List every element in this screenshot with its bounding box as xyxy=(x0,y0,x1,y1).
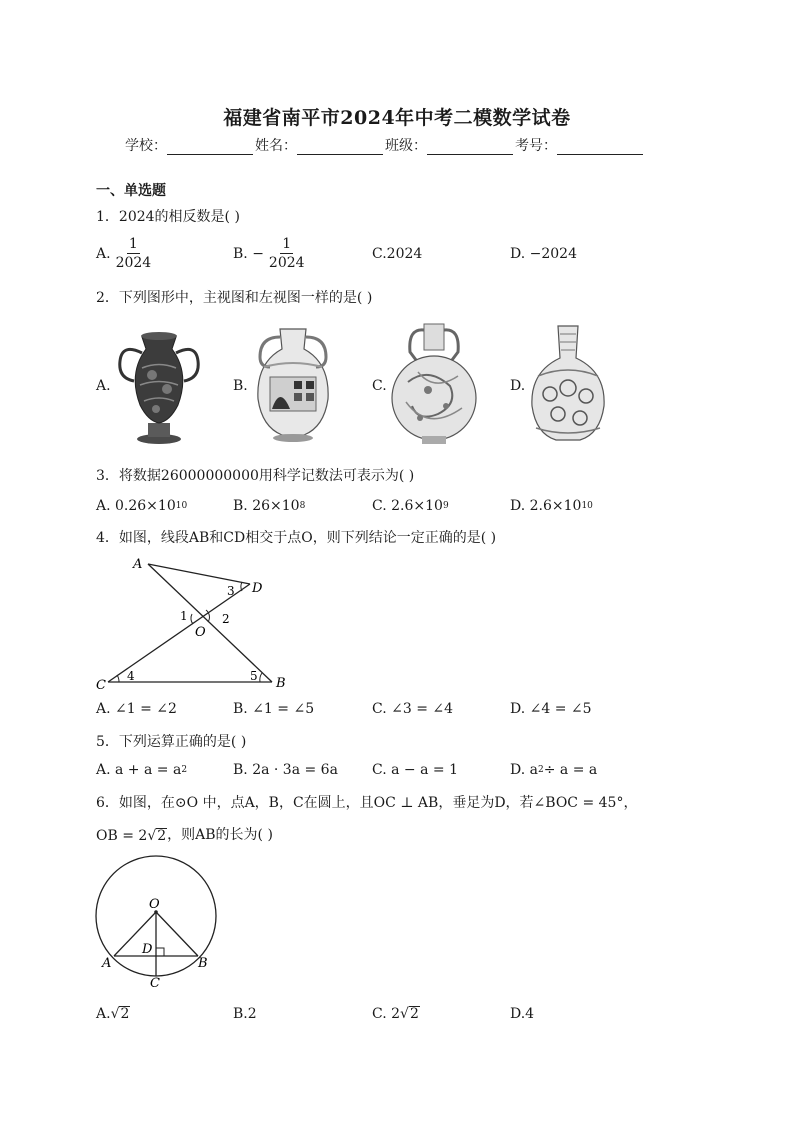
sqrt-icon: √ xyxy=(400,1006,409,1023)
q5-option-b[interactable]: B. 2a · 3a = 6a xyxy=(233,762,338,778)
q5-option-a[interactable]: A. a + a = a 2 xyxy=(96,762,188,778)
radicand: 2 xyxy=(120,1006,130,1022)
vase-a-image xyxy=(112,323,204,445)
angle-5-label: 5 xyxy=(250,669,258,683)
label-b: B xyxy=(198,956,208,971)
q6-figure xyxy=(92,852,222,992)
q1-option-b-fraction xyxy=(267,236,307,271)
q5-d-rest: ÷ a = a xyxy=(543,762,598,778)
q3-option-b[interactable]: B. 26×10 8 xyxy=(233,498,306,514)
q6-ob-sqrt xyxy=(147,828,167,844)
segment-dc xyxy=(108,584,250,682)
q3-c-base: C. 2.6×10 xyxy=(372,498,443,514)
label-d: D xyxy=(142,942,153,957)
q5-d-base: D. a xyxy=(510,762,538,778)
question-4-stem: 4．如图，线段AB和CD相交于点O，则下列结论一定正确的是( ) xyxy=(96,530,497,546)
q5-option-d[interactable]: D. a 2 ÷ a = a xyxy=(510,762,598,778)
q3-b-base: B. 26×10 xyxy=(233,498,300,514)
q5-a-expression: A. a + a = a xyxy=(96,762,182,778)
q2-option-c-label[interactable]: C. xyxy=(372,378,387,394)
vase-b-image xyxy=(250,323,336,445)
radicand: 2 xyxy=(409,1006,419,1022)
q6-option-d[interactable]: D.4 xyxy=(510,1006,535,1022)
label-o: O xyxy=(195,625,206,640)
q6-option-c[interactable] xyxy=(372,1006,420,1022)
q3-option-a[interactable]: A. 0.26×10 10 xyxy=(96,498,188,514)
label-d: D xyxy=(252,581,263,596)
name-field[interactable] xyxy=(297,139,383,155)
angle-3-label: 3 xyxy=(227,584,235,598)
vase-c-image xyxy=(388,322,480,446)
question-3-stem: 3．将数据26000000000用科学记数法可表示为( ) xyxy=(96,468,415,484)
q6-option-b[interactable]: B.2 xyxy=(233,1006,257,1022)
name-label: 姓名： xyxy=(255,138,297,154)
q4-option-b[interactable]: B. ∠1 = ∠5 xyxy=(233,701,315,717)
number-field[interactable] xyxy=(557,139,643,155)
q1-option-a-fraction xyxy=(114,236,154,271)
label-c: C xyxy=(96,678,106,692)
q5-option-c[interactable]: C. a − a = 1 xyxy=(372,762,458,778)
section-heading: 一、单选题 xyxy=(96,183,166,199)
q1-option-c[interactable]: C.2024 xyxy=(372,246,423,262)
q1-option-d[interactable]: D. −2024 xyxy=(510,246,577,262)
q2-option-d-label[interactable]: D. xyxy=(510,378,526,394)
segment-ad xyxy=(148,564,250,584)
label-b: B xyxy=(276,676,286,691)
fraction-numerator: 1 xyxy=(127,236,140,254)
q3-d-base: D. 2.6×10 xyxy=(510,498,582,514)
q4-option-a[interactable]: A. ∠1 = ∠2 xyxy=(96,701,177,717)
sqrt-icon: √ xyxy=(147,828,157,844)
question-6-stem-line1: 6．如图，在⊙O 中，点A，B，C在圆上，且OC ⊥ AB，垂足为D，若∠BOC = 45°， xyxy=(96,795,638,811)
q6-option-a[interactable] xyxy=(96,1006,130,1022)
q4-option-c[interactable]: C. ∠3 = ∠4 xyxy=(372,701,454,717)
fraction-denominator: 2024 xyxy=(115,255,152,272)
label-a: A xyxy=(102,956,112,971)
question-5-stem: 5．下列运算正确的是( ) xyxy=(96,734,247,750)
q6-c-prefix: C. 2 xyxy=(372,1006,401,1023)
question-1-stem: 1．2024的相反数是( ) xyxy=(96,209,240,225)
class-label: 班级： xyxy=(385,138,427,154)
q2-option-a-label[interactable]: A. xyxy=(96,378,111,394)
student-info-line xyxy=(125,135,645,155)
fraction-numerator: 1 xyxy=(280,236,293,254)
question-2-stem: 2．下列图形中，主视图和左视图一样的是( ) xyxy=(96,290,373,306)
number-label: 考号： xyxy=(515,138,557,154)
exam-title: 福建省南平市2024年中考二模数学试卷 xyxy=(223,107,571,129)
q6-ob-expression: OB = 2 xyxy=(96,828,148,844)
q3-a-base: A. 0.26×10 xyxy=(96,498,176,514)
school-label: 学校： xyxy=(125,138,167,154)
q1-option-a-prefix: A. xyxy=(96,245,111,262)
school-field[interactable] xyxy=(167,139,253,155)
label-o: O xyxy=(149,897,160,912)
q2-option-b-label[interactable]: B. xyxy=(233,378,248,394)
q6-c-sqrt xyxy=(400,1006,420,1022)
fraction-denominator: 2024 xyxy=(268,255,305,272)
sqrt-icon: √ xyxy=(110,1006,120,1023)
angle-4-label: 4 xyxy=(127,669,135,683)
q1-option-b[interactable] xyxy=(233,236,307,271)
q6-stem-tail: ，则AB的长为( ) xyxy=(167,827,273,843)
q4-figure xyxy=(92,552,302,692)
segment-ob xyxy=(156,912,198,956)
question-6-stem-line2 xyxy=(96,824,273,844)
right-angle-mark xyxy=(156,948,164,956)
q1-option-a[interactable] xyxy=(96,236,153,271)
q6-a-prefix: A. xyxy=(96,1006,111,1023)
class-field[interactable] xyxy=(427,139,513,155)
q1-option-b-prefix: B. − xyxy=(233,245,264,262)
angle-1-label: 1 xyxy=(180,609,188,623)
q3-option-d[interactable]: D. 2.6×10 10 xyxy=(510,498,593,514)
label-c: C xyxy=(150,976,160,991)
label-a: A xyxy=(133,557,143,572)
q6-a-sqrt xyxy=(111,1006,131,1022)
radicand: 2 xyxy=(157,827,167,844)
q4-option-d[interactable]: D. ∠4 = ∠5 xyxy=(510,701,592,717)
vase-d-image xyxy=(528,324,608,446)
q3-option-c[interactable]: C. 2.6×10 9 xyxy=(372,498,449,514)
angle-2-label: 2 xyxy=(222,612,230,626)
